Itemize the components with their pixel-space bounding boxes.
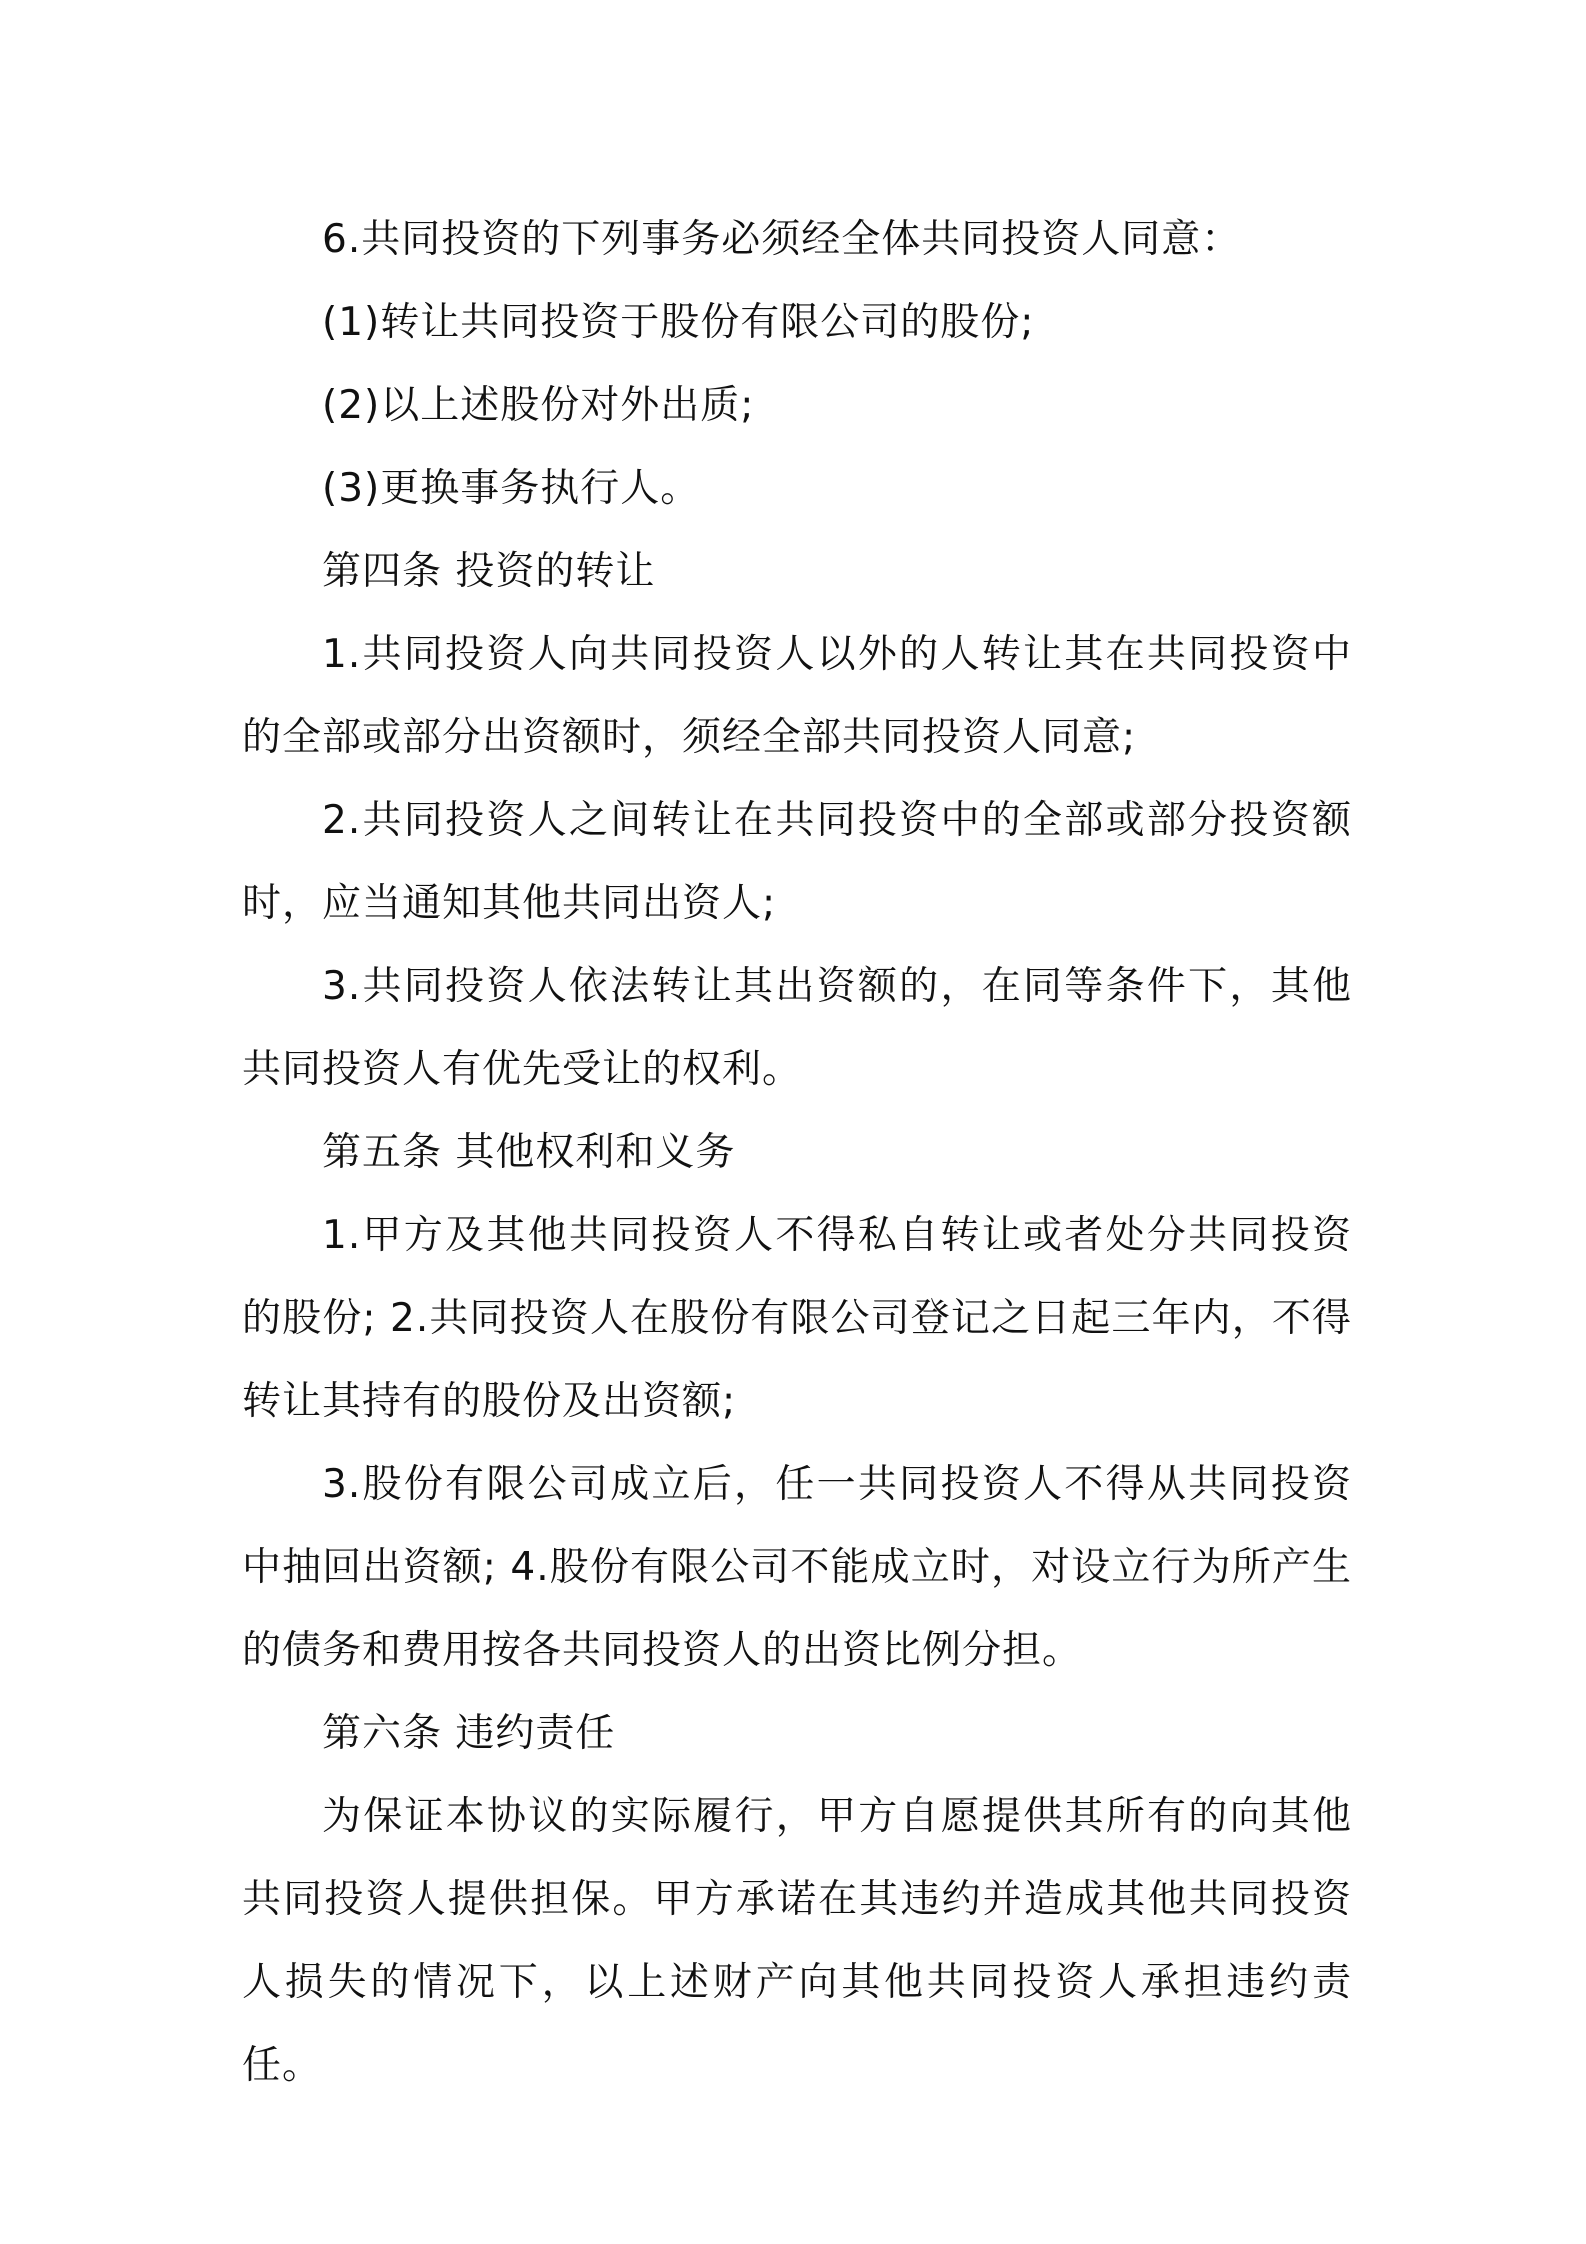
article-4-clause-3: 3.共同投资人依法转让其出资额的，在同等条件下，其他共同投资人有优先受让的权利。	[242, 964, 1352, 1092]
document-body	[242, 198, 1352, 2107]
article-6-heading: 第六条 违约责任	[322, 1711, 616, 1756]
article-6-body: 为保证本协议的实际履行，甲方自愿提供其所有的向其他共同投资人提供担保。甲方承诺在其违约并造成其他共同投资人损失的情况下，以上述财产向其他共同投资人承担违约责任。	[242, 1794, 1352, 2088]
paragraph-subitem-3: (3)更换事务执行人。	[322, 466, 701, 511]
article-5-clauses-1-2: 1.甲方及其他共同投资人不得私自转让或者处分共同投资的股份; 2.共同投资人在股份有限公司登记之日起三年内，不得转让其持有的股份及出资额;	[242, 1213, 1352, 1424]
article-4-clause-1: 1.共同投资人向共同投资人以外的人转让其在共同投资中的全部或部分出资额时，须经全部共同投资人同意;	[242, 632, 1352, 760]
article-5-heading: 第五条 其他权利和义务	[322, 1130, 736, 1175]
paragraph-item-6: 6.共同投资的下列事务必须经全体共同投资人同意：	[322, 217, 1242, 262]
article-4-clause-2: 2.共同投资人之间转让在共同投资中的全部或部分投资额时，应当通知其他共同出资人;	[242, 798, 1352, 926]
paragraph-subitem-1: (1)转让共同投资于股份有限公司的股份;	[322, 300, 1035, 345]
article-4-heading: 第四条 投资的转让	[322, 549, 656, 594]
paragraph-subitem-2: (2)以上述股份对外出质;	[322, 383, 755, 428]
article-5-clauses-3-4: 3.股份有限公司成立后，任一共同投资人不得从共同投资中抽回出资额; 4.股份有限公司不能成立时，对设立行为所产生的债务和费用按各共同投资人的出资比例分担。	[242, 1462, 1352, 1673]
